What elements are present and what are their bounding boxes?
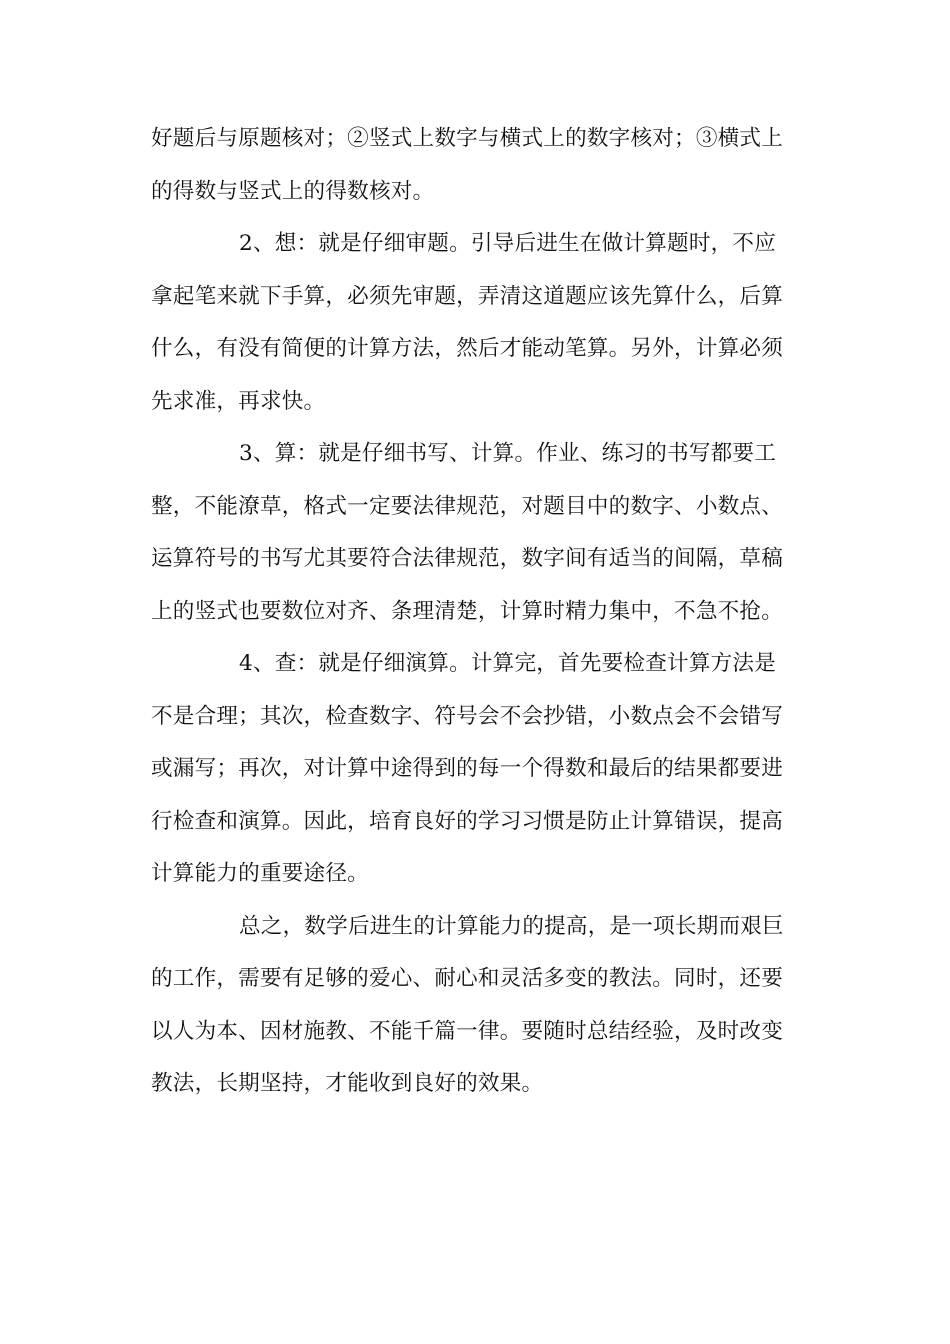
text-line-indented: 4、查：就是仔细演算。计算完，首先要检查计算方法是 bbox=[239, 651, 776, 676]
text-line: 什么，有没有简便的计算方法，然后才能动笔算。另外，计算必须 bbox=[151, 336, 784, 361]
text-line: 先求准，再求快。 bbox=[151, 388, 326, 414]
text-line-indented: 总之，数学后进生的计算能力的提高，是一项长期而艰巨 bbox=[239, 913, 784, 939]
text-line: 好题后与原题核对；②竖式上数字与横式上的数字核对；③横式上 bbox=[151, 126, 784, 151]
paragraph-think bbox=[151, 218, 801, 428]
text-line: 拿起笔来就下手算，必须先审题，弄清这道题应该先算什么，后算 bbox=[151, 283, 784, 309]
text-line: 计算能力的重要途径。 bbox=[151, 861, 369, 886]
text-line: 不是合理；其次，检查数字、符号会不会抄错，小数点会不会错写 bbox=[151, 703, 784, 729]
text-line-indented: 2、想：就是仔细审题。引导后进生在做计算题时，不应 bbox=[239, 231, 776, 256]
paragraph-verification-end bbox=[151, 113, 801, 218]
text-line: 行检查和演算。因此，培育良好的学习习惯是防止计算错误，提高 bbox=[151, 808, 784, 834]
paragraph-check bbox=[151, 638, 801, 901]
text-line: 的工作，需要有足够的爱心、耐心和灵活多变的教法。同时，还要 bbox=[151, 966, 784, 991]
text-line: 或漏写；再次，对计算中途得到的每一个得数和最后的结果都要进 bbox=[151, 756, 784, 781]
paragraph-summary bbox=[151, 901, 801, 1111]
document-body bbox=[151, 113, 801, 1111]
text-line: 的得数与竖式上的得数核对。 bbox=[151, 178, 435, 204]
text-line-indented: 3、算：就是仔细书写、计算。作业、练习的书写都要工 bbox=[239, 441, 776, 466]
text-line: 以人为本、因材施教、不能千篇一律。要随时总结经验，及时改变 bbox=[151, 1018, 784, 1044]
text-line: 上的竖式也要数位对齐、条理清楚，计算时精力集中，不急不抢。 bbox=[151, 598, 784, 624]
text-line: 教法，长期坚持，才能收到良好的效果。 bbox=[151, 1071, 544, 1096]
text-line: 运算符号的书写尤其要符合法律规范，数字间有适当的间隔，草稿 bbox=[151, 546, 784, 571]
paragraph-calculate bbox=[151, 428, 801, 638]
text-line: 整，不能潦草，格式一定要法律规范，对题目中的数字、小数点、 bbox=[151, 493, 784, 519]
